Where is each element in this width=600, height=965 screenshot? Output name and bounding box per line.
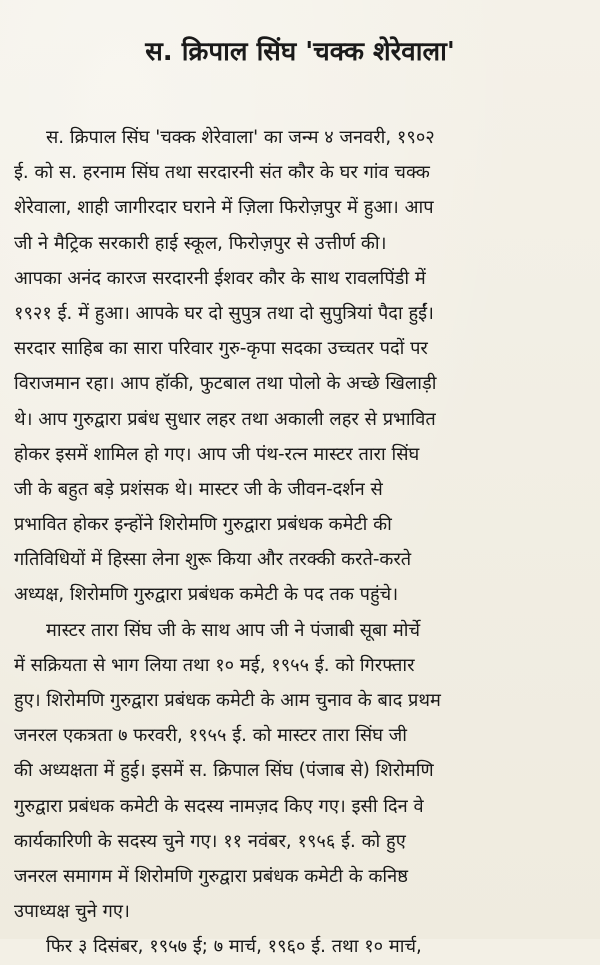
text-line: होकर इसमें शामिल हो गए। आप जी पंथ-रत्न मास्टर तारा सिंघ (14, 443, 420, 465)
text-line: अध्यक्ष, शिरोमणि गुरुद्वारा प्रबंधक कमेटी के पद तक पहुंचे। (14, 584, 399, 606)
text-line: शेरेवाला, शाही जागीरदार घराने में ज़िला फिरोज़पुर में हुआ। आप (14, 197, 434, 219)
text-line: विराजमान रहा। आप हॉकी, फुटबाल तथा पोलो के अच्छे खिलाड़ी (14, 373, 437, 395)
text-line: कार्यकारिणी के सदस्य चुने गए। ११ नवंबर, १९५६ ई. को हुए (14, 830, 406, 852)
text-line: मास्टर तारा सिंघ जी के साथ आप जी ने पंजाबी सूबा मोर्चे (46, 619, 421, 641)
text-line: उपाध्यक्ष चुने गए। (14, 901, 130, 923)
text-line: प्रभावित होकर इन्होंने शिरोमणि गुरुद्वारा प्रबंधक कमेटी की (14, 514, 392, 536)
text-line: फिर ३ दिसंबर, १९५७ ई; ७ मार्च, १९६० ई. तथा १० मार्च, (46, 936, 422, 958)
text-line: में सक्रियता से भाग लिया तथा १० मई, १९५५ ई. को गिरफ्तार (14, 654, 415, 676)
text-line: जी के बहुत बड़े प्रशंसक थे। मास्टर जी के जीवन-दर्शन से (14, 478, 383, 500)
text-line: गतिविधियों में हिस्सा लेना शुरू किया और तरक्की करते-करते (14, 549, 412, 571)
text-line: ई. को स. हरनाम सिंघ तथा सरदारनी संत कौर के घर गांव चक्क (14, 162, 430, 184)
text-line: की अध्यक्षता में हुई। इसमें स. क्रिपाल सिंघ (पंजाब से) शिरोमणि (14, 760, 434, 782)
text-line: जी ने मैट्रिक सरकारी हाई स्कूल, फिरोज़पुर से उत्तीर्ण की। (14, 232, 387, 254)
text-line: आपका अनंद कारज सरदारनी ईशवर कौर के साथ रावलपिंडी में (14, 267, 426, 289)
page-title: स. क्रिपाल सिंघ 'चक्क शेरेवाला' (145, 37, 455, 67)
text-line: स. क्रिपाल सिंघ 'चक्क शेरेवाला' का जन्म ४ जनवरी, १९०२ (46, 127, 435, 148)
text-line: हुए। शिरोमणि गुरुद्वारा प्रबंधक कमेटी के आम चुनाव के बाद प्रथम (14, 690, 441, 711)
text-line: जनरल समागम में शिरोमणि गुरुद्वारा प्रबंधक कमेटी के कनिष्ठ (14, 865, 408, 887)
biography-text (14, 120, 588, 965)
text-line: सरदार साहिब का सारा परिवार गुरु-कृपा सदका उच्चतर पदों पर (14, 338, 428, 360)
text-line: गुरुद्वारा प्रबंधक कमेटी के सदस्य नामज़द किए गए। इसी दिन वे (14, 795, 424, 817)
text-line: जनरल एकत्रता ७ फरवरी, १९५५ ई. को मास्टर तारा सिंघ जी (14, 725, 407, 747)
text-line: १९२१ ई. में हुआ। आपके घर दो सुपुत्र तथा दो सुपुत्रियां पैदा हुईं। (14, 302, 434, 324)
text-line: थे। आप गुरुद्वारा प्रबंध सुधार लहर तथा अकाली लहर से प्रभावित (14, 408, 436, 430)
